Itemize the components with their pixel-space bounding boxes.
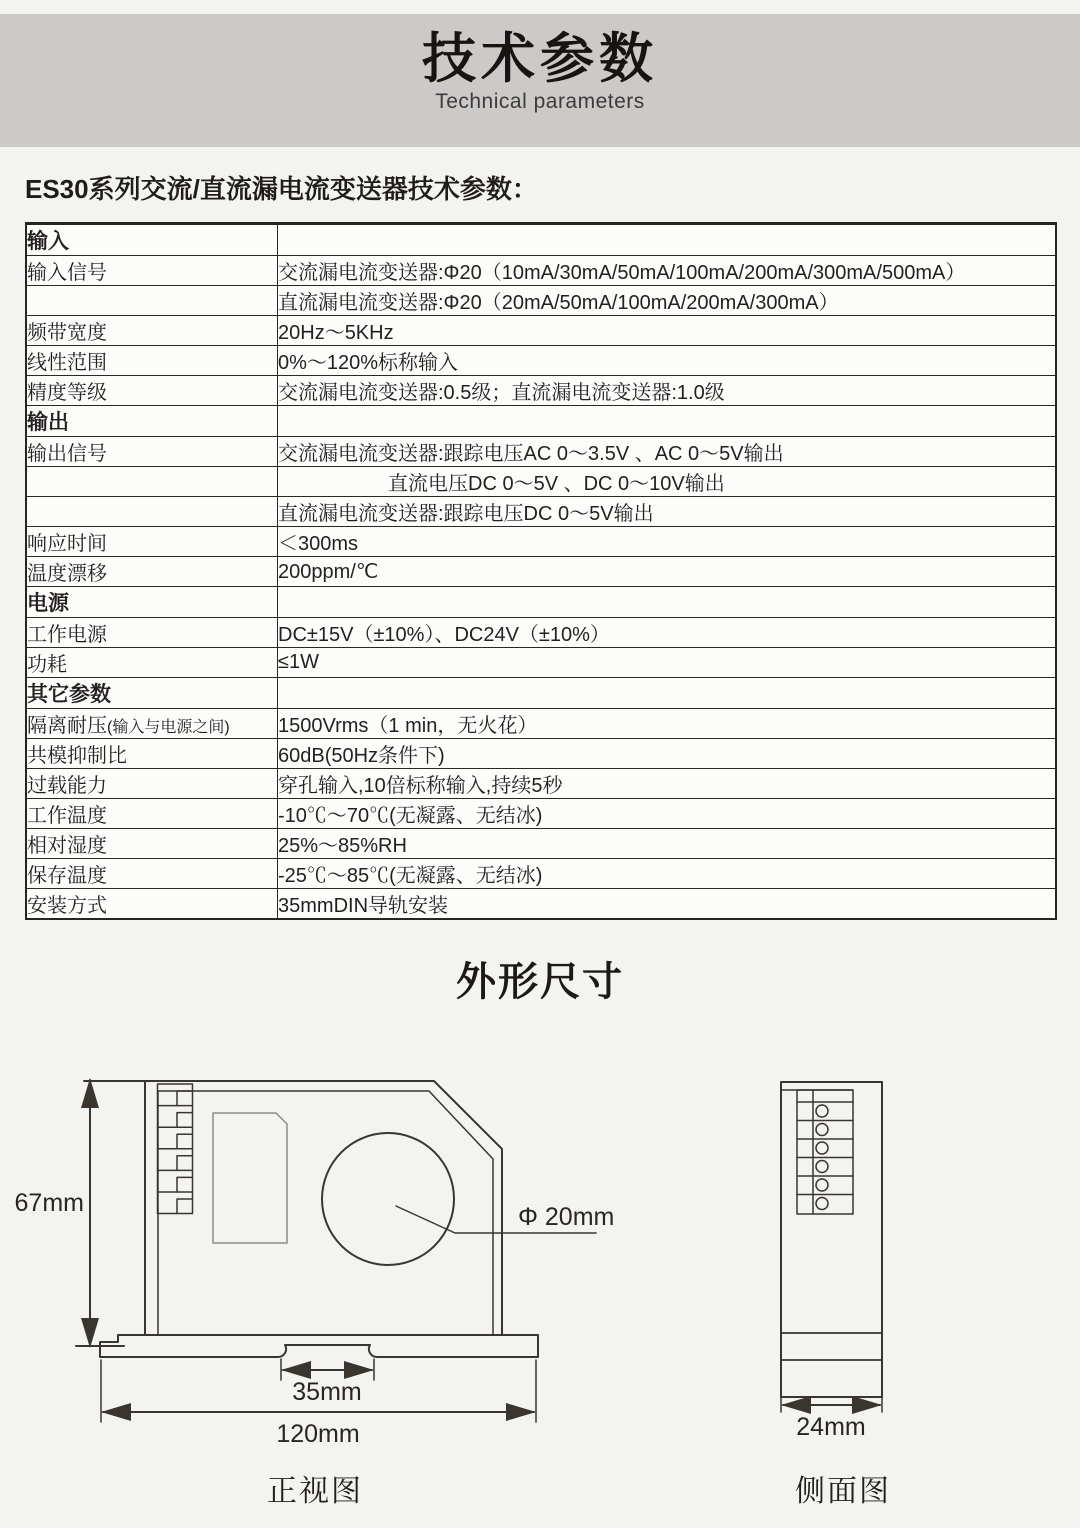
spec-row [26, 437, 1056, 467]
spec-section-row [26, 224, 1056, 256]
height-dimension-label: 67mm [14, 1189, 84, 1217]
spec-value: 交流漏电流变送器:Φ20（10mA/30mA/50mA/100mA/200mA/300mA/500mA） [278, 256, 1057, 286]
spec-label: 过载能力 [26, 769, 278, 799]
spec-value [278, 406, 1057, 437]
spec-value [278, 678, 1057, 709]
spec-row [26, 769, 1056, 799]
side-view-caption: 侧面图 [795, 1475, 891, 1508]
spec-value: 1500Vrms（1 min，无火花） [278, 709, 1057, 739]
spec-value [278, 224, 1057, 256]
spec-row [26, 648, 1056, 678]
spec-row [26, 256, 1056, 286]
side-terminal-block [797, 1090, 853, 1214]
front-body-inner-outline [158, 1091, 493, 1335]
spec-row [26, 467, 1056, 497]
spec-section-row [26, 406, 1056, 437]
spec-label: 安装方式 [26, 889, 278, 920]
spec-value: 交流漏电流变送器:跟踪电压AC 0～3.5V 、AC 0～5V输出 [278, 437, 1057, 467]
spec-label: 相对湿度 [26, 829, 278, 859]
spec-row [26, 346, 1056, 376]
spec-row [26, 739, 1056, 769]
page-subtitle: Technical parameters [435, 90, 645, 114]
side-body-outline [781, 1082, 882, 1397]
spec-label: 线性范围 [26, 346, 278, 376]
hole-dimension-label: Φ 20mm [518, 1203, 615, 1231]
spec-label: 输入信号 [26, 256, 278, 286]
spec-label: 频带宽度 [26, 316, 278, 346]
spec-row [26, 316, 1056, 346]
spec-value: 200ppm/℃ [278, 557, 1057, 587]
spec-value: -10℃～70℃(无凝露、无结冰) [278, 799, 1057, 829]
spec-value: ≤1W [278, 648, 1057, 678]
spec-label-note: (输入与电源之间) [107, 719, 230, 736]
spec-label: 输出信号 [26, 437, 278, 467]
spec-value: 0%～120%标称输入 [278, 346, 1057, 376]
header-band [0, 14, 1080, 147]
page-title: 技术参数 [422, 29, 658, 89]
spec-value: ＜300ms [278, 527, 1057, 557]
spec-value: 35mmDIN导轨安装 [278, 889, 1057, 920]
spec-label: 功耗 [26, 648, 278, 678]
spec-label [26, 497, 278, 527]
side-view-drawing [740, 1060, 1080, 1480]
spec-value: 20Hz～5KHz [278, 316, 1057, 346]
spec-label: 电源 [26, 587, 278, 618]
spec-label: 其它参数 [26, 678, 278, 709]
spec-row [26, 889, 1056, 920]
spec-label: 响应时间 [26, 527, 278, 557]
spec-value: 直流电压DC 0～5V 、DC 0～10V输出 [278, 467, 1057, 497]
spec-label [26, 467, 278, 497]
front-hole [322, 1133, 454, 1265]
spec-row [26, 859, 1056, 889]
spec-label: 保存温度 [26, 859, 278, 889]
spec-row [26, 497, 1056, 527]
spec-row [26, 527, 1056, 557]
spec-label: 温度漂移 [26, 557, 278, 587]
spec-row [26, 709, 1056, 739]
spec-section-row [26, 678, 1056, 709]
front-label-plate [213, 1113, 287, 1243]
spec-label: 精度等级 [26, 376, 278, 406]
spec-label: 工作电源 [26, 618, 278, 648]
spec-value: 直流漏电流变送器:跟踪电压DC 0～5V输出 [278, 497, 1057, 527]
spec-label: 共模抑制比 [26, 739, 278, 769]
spec-section-row [26, 587, 1056, 618]
spec-value: DC±15V（±10%）、DC24V（±10%） [278, 618, 1057, 648]
spec-row [26, 376, 1056, 406]
base-width-dimension-label: 120mm [276, 1420, 360, 1448]
spec-value [278, 587, 1057, 618]
spec-row [26, 618, 1056, 648]
spec-table-body [26, 224, 1056, 920]
spec-value: 60dB(50Hz条件下) [278, 739, 1057, 769]
intro-line: ES30系列交流/直流漏电流变送器技术参数： [25, 174, 538, 204]
spec-value: -25℃～85℃(无凝露、无结冰) [278, 859, 1057, 889]
dimensions-title: 外形尺寸 [456, 960, 624, 1004]
spec-row [26, 557, 1056, 587]
spec-label: 隔离耐压(输入与电源之间) [26, 709, 278, 739]
spec-row [26, 799, 1056, 829]
spec-label: 输入 [26, 224, 278, 256]
front-base-plate [100, 1335, 538, 1357]
spec-value: 穿孔输入,10倍标称输入,持续5秒 [278, 769, 1057, 799]
spec-table [25, 222, 1057, 920]
front-view-drawing [0, 1060, 620, 1480]
spec-label: 工作温度 [26, 799, 278, 829]
front-view-caption: 正视图 [267, 1475, 363, 1508]
spec-value: 直流漏电流变送器:Φ20（20mA/50mA/100mA/200mA/300mA） [278, 286, 1057, 316]
spec-label [26, 286, 278, 316]
side-width-dimension-label: 24mm [796, 1413, 866, 1441]
spec-row [26, 286, 1056, 316]
spec-value: 交流漏电流变送器:0.5级；直流漏电流变送器:1.0级 [278, 376, 1057, 406]
spec-label: 输出 [26, 406, 278, 437]
spec-value: 25%～85%RH [278, 829, 1057, 859]
spec-row [26, 829, 1056, 859]
slot-dimension-label: 35mm [292, 1378, 362, 1406]
front-terminal-block [158, 1084, 193, 1214]
